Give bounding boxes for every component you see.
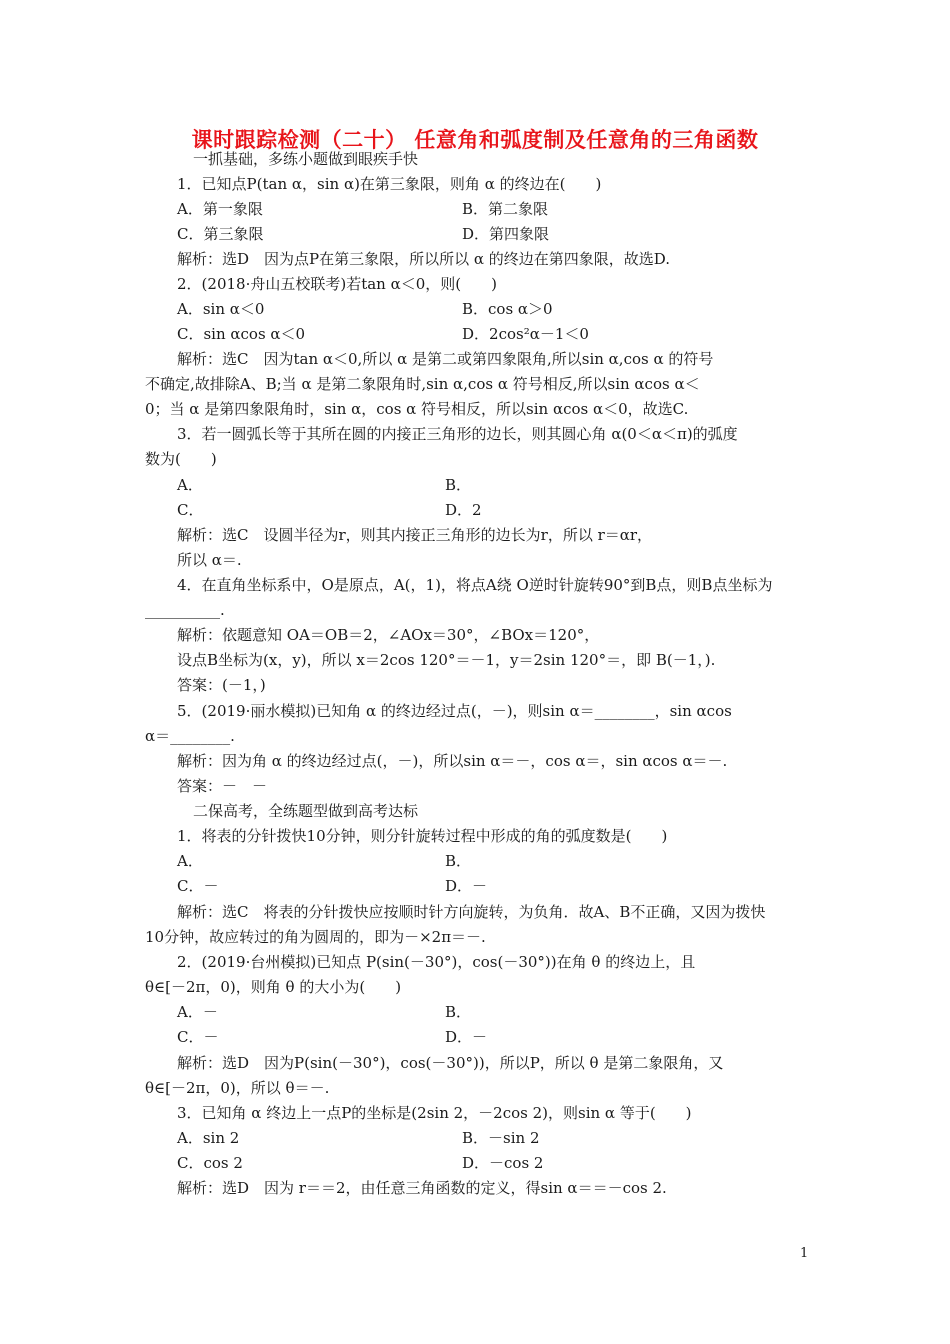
question-1-stem: 1．已知点P(tan α，sin α)在第三象限，则角 α 的终边在( ) — [177, 175, 602, 193]
s2-q2-solution-line-1: 解析：选D 因为P(sin(－30°)，cos(－30°))，所以P，所以 θ 是第二象限角，又 — [177, 1054, 724, 1072]
question-2-stem: 2．(2018·舟山五校联考)若tan α＜0，则( ) — [177, 275, 497, 293]
q1-option-a: A．第一象限 — [177, 200, 263, 218]
question-3-stem-cont: 数为( ) — [145, 450, 217, 468]
question-5-stem-cont: α＝________. — [145, 727, 235, 745]
s2-q3-option-d: D．－cos 2 — [462, 1154, 544, 1172]
q3-option-a: A． — [177, 476, 203, 494]
s2-q3-solution: 解析：选D 因为 r＝＝2，由任意三角函数的定义，得sin α＝＝－cos 2. — [177, 1179, 667, 1197]
s2-q3-option-c: C．cos 2 — [177, 1154, 243, 1172]
s2-question-2-stem: 2．(2019·台州模拟)已知点 P(sin(－30°)，cos(－30°))在角 θ 的终边上，且 — [177, 953, 696, 971]
s2-q2-solution-line-2: θ∈[－2π，0)，所以 θ＝－. — [145, 1079, 330, 1097]
s2-q2-option-b: B． — [445, 1003, 472, 1021]
s2-q1-option-c: C．－ — [177, 877, 219, 895]
q3-option-b: B． — [445, 476, 472, 494]
page-number: 1 — [800, 1246, 809, 1261]
q2-solution-line-3: 0；当 α 是第四象限角时，sin α，cos α 符号相反，所以sin αcos α＜0，故选C. — [145, 400, 689, 418]
question-3-stem: 3．若一圆弧长等于其所在圆的内接正三角形的边长，则其圆心角 α(0＜α＜π)的弧度 — [177, 425, 738, 443]
q4-solution-line-1: 解析：依题意知 OA＝OB＝2，∠AOx＝30°，∠BOx＝120°， — [177, 626, 600, 644]
s2-q3-option-b: B．－sin 2 — [462, 1129, 540, 1147]
s2-q2-option-d: D．－ — [445, 1028, 488, 1046]
question-4-stem: 4．在直角坐标系中，O是原点，A(，1)，将点A绕 O逆时针旋转90°到B点，则B点坐标为 — [177, 576, 773, 594]
q5-solution: 解析：因为角 α 的终边经过点(，－)，所以sin α＝－，cos α＝，sin αcos α＝－. — [177, 752, 728, 770]
q2-solution-line-1: 解析：选C 因为tan α＜0,所以 α 是第二或第四象限角,所以sin α,cos α 的符号 — [177, 350, 714, 368]
q1-option-d: D．第四象限 — [462, 225, 550, 243]
q2-option-d: D．2cos²α－1＜0 — [462, 325, 589, 343]
q2-option-b: B．cos α＞0 — [462, 300, 553, 318]
q4-solution-line-2: 设点B坐标为(x，y)，所以 x＝2cos 120°＝－1，y＝2sin 120°＝，即 B(－1，). — [177, 651, 716, 669]
q5-answer: 答案：－ － — [177, 777, 268, 795]
q2-option-a: A．sin α＜0 — [177, 300, 265, 318]
s2-q1-option-d: D．－ — [445, 877, 488, 895]
q3-solution-line-1: 解析：选C 设圆半径为r，则其内接正三角形的边长为r，所以 r＝αr， — [177, 526, 653, 544]
q1-option-c: C．第三象限 — [177, 225, 264, 243]
s2-q3-option-a: A．sin 2 — [177, 1129, 240, 1147]
s2-q1-option-b: B． — [445, 852, 472, 870]
q3-solution-line-2: 所以 α＝. — [177, 551, 242, 569]
q2-solution-line-2: 不确定,故排除A、B;当 α 是第二象限角时,sin α,cos α 符号相反,所以sin αcos α＜ — [145, 375, 700, 393]
question-5-stem: 5．(2019·丽水模拟)已知角 α 的终边经过点(，－)，则sin α＝________，sin αcos — [177, 702, 732, 720]
section-heading-2: 二保高考，全练题型做到高考达标 — [193, 802, 419, 820]
q1-solution: 解析：选D 因为点P在第三象限，所以所以 α 的终边在第四象限，故选D. — [177, 250, 671, 268]
s2-question-1-stem: 1．将表的分针拨快10分钟，则分针旋转过程中形成的角的弧度数是( ) — [177, 827, 668, 845]
s2-q1-option-a: A． — [177, 852, 203, 870]
q1-option-b: B．第二象限 — [462, 200, 549, 218]
s2-q1-solution-line-1: 解析：选C 将表的分针拨快应按顺时针方向旋转，为负角．故A、B不正确，又因为拨快 — [177, 903, 766, 921]
s2-q1-solution-line-2: 10分钟，故应转过的角为圆周的，即为－×2π＝－. — [145, 928, 486, 946]
s2-q2-option-a: A．－ — [177, 1003, 218, 1021]
question-4-blank: __________. — [145, 601, 225, 619]
q2-option-c: C．sin αcos α＜0 — [177, 325, 306, 343]
q4-answer: 答案：(－1，) — [177, 676, 266, 694]
q3-option-d: D．2 — [445, 501, 482, 519]
page-title: 课时跟踪检测（二十） 任意角和弧度制及任意角的三角函数 — [191, 128, 759, 152]
s2-question-3-stem: 3．已知角 α 终边上一点P的坐标是(2sin 2，－2cos 2)，则sin α 等于( ) — [177, 1104, 692, 1122]
section-heading-1: 一抓基础，多练小题做到眼疾手快 — [193, 150, 419, 168]
s2-q2-option-c: C．－ — [177, 1028, 219, 1046]
s2-question-2-stem-cont: θ∈[－2π，0)，则角 θ 的大小为( ) — [145, 978, 402, 996]
q3-option-c: C． — [177, 501, 204, 519]
